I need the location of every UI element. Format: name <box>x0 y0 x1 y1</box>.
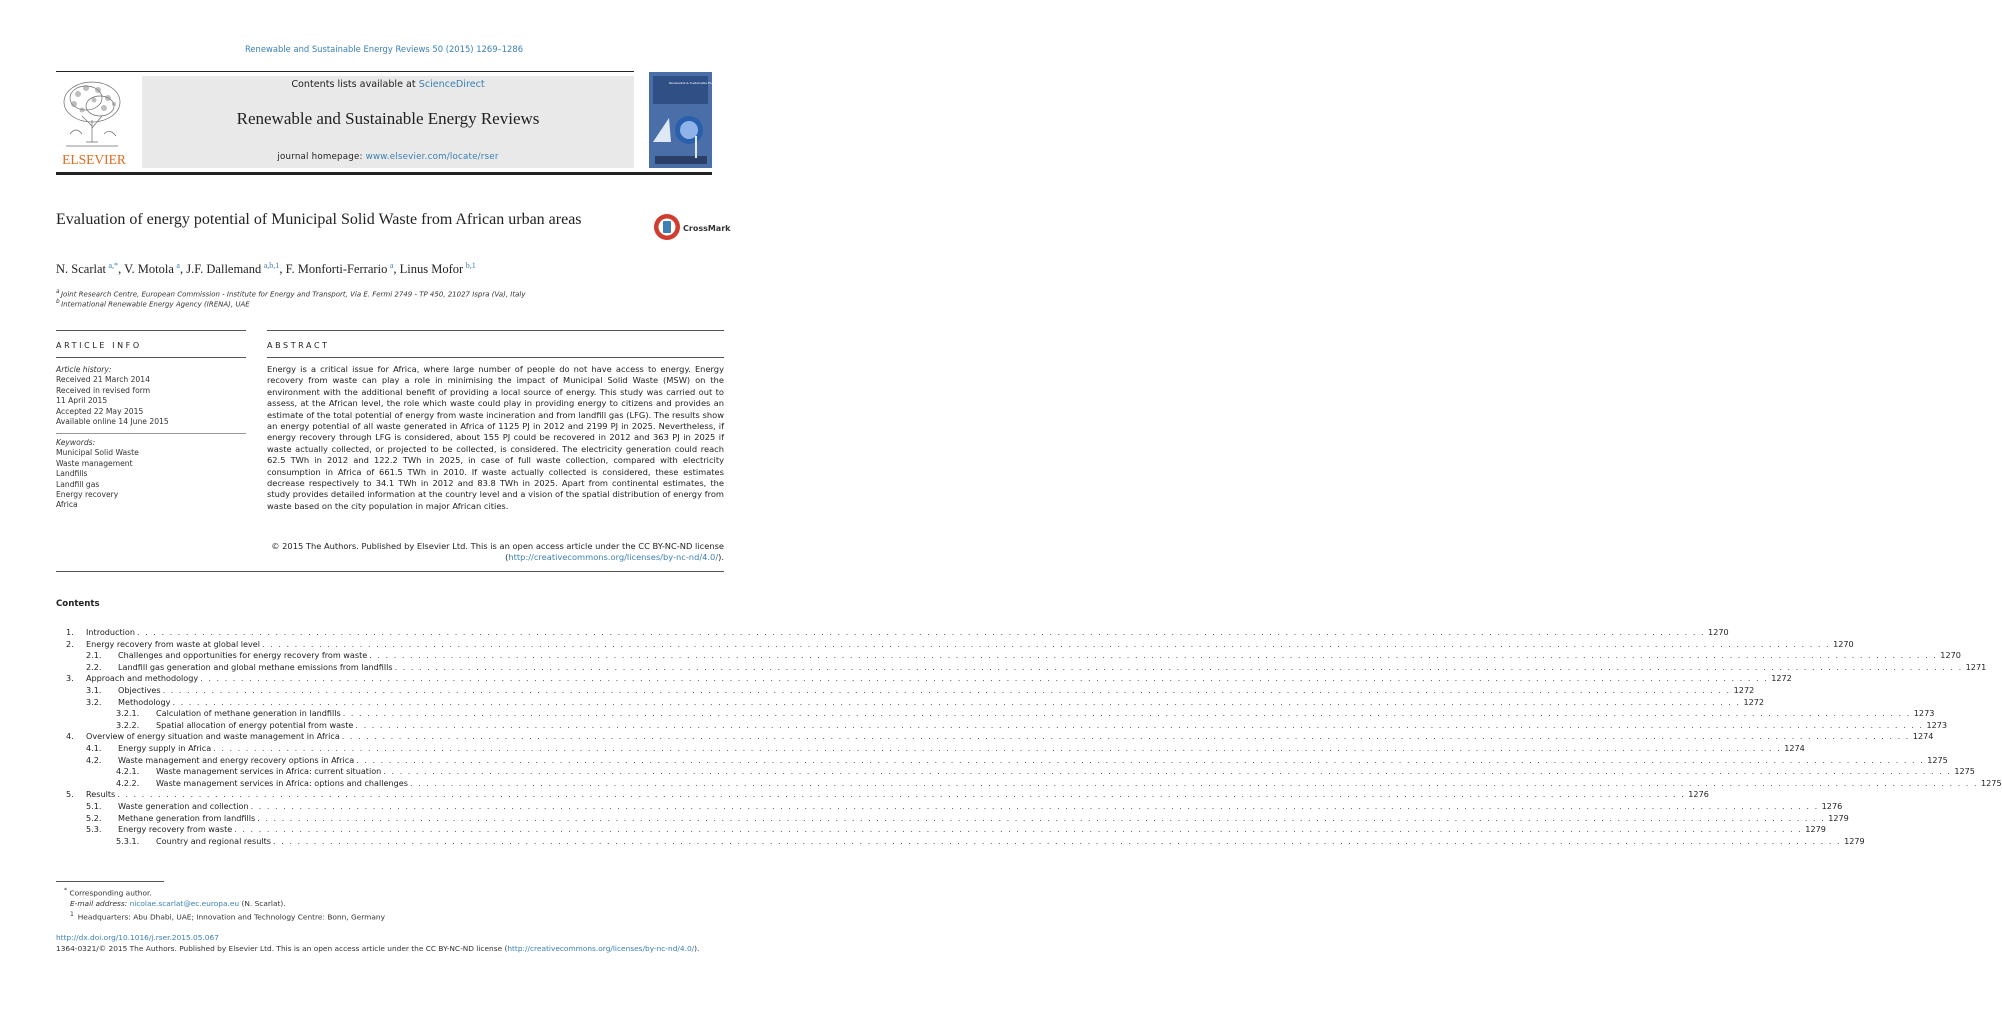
toc-leader-dots <box>234 824 1802 834</box>
toc-number: 5.3.1. <box>116 835 140 846</box>
toc-leader-dots <box>117 789 1685 799</box>
toc-entry[interactable] <box>56 638 1854 651</box>
history-item: Received 21 March 2014 <box>56 375 150 385</box>
issn-license-line <box>56 944 736 955</box>
header-top-rule <box>56 71 634 72</box>
issn-end: ). <box>694 943 700 953</box>
toc-page-number: 1272 <box>1733 684 1755 695</box>
toc-number: 3.2. <box>86 696 102 707</box>
author-affil-mark[interactable]: a,b,1 <box>263 261 280 270</box>
email-note <box>56 899 716 910</box>
article-doi-block <box>56 933 736 954</box>
keywords-rule <box>56 433 246 434</box>
history-item: 11 April 2015 <box>56 396 108 406</box>
license-text: © 2015 The Authors. Published by Elsevier Ltd. This is an open access article under the CC BY-NC-ND license ( <box>271 541 724 563</box>
keyword: Waste management <box>56 458 133 468</box>
toc-entry[interactable] <box>56 696 1765 709</box>
toc-number: 2.1. <box>86 650 102 661</box>
toc-number: 4.2.2. <box>116 777 140 788</box>
keyword: Landfills <box>56 469 88 479</box>
article-info-rule-top <box>56 330 246 331</box>
toc-number: 4.2. <box>86 754 102 765</box>
toc-page-number: 1275 <box>1927 754 1948 765</box>
toc-leader-dots <box>251 801 1819 811</box>
toc-number: 2. <box>66 638 74 649</box>
toc-page-number: 1276 <box>1688 789 1709 800</box>
elsevier-tree-icon <box>56 76 132 168</box>
author-name[interactable]: F. Monforti-Ferrario <box>285 262 388 277</box>
elsevier-logo <box>56 76 132 168</box>
crossmark-icon <box>653 212 731 242</box>
toc-leader-dots <box>172 697 1740 707</box>
doi-link[interactable]: http://dx.doi.org/10.1016/j.rser.2015.05.067 <box>56 933 219 942</box>
cover-art-icon <box>649 72 732 168</box>
toc-entry[interactable] <box>56 684 1755 697</box>
toc-page-number: 1270 <box>1708 627 1729 637</box>
toc-leader-dots <box>342 731 1910 741</box>
toc-leader-dots <box>200 673 1768 683</box>
contents-prefix: Contents lists available at <box>291 79 419 90</box>
article-info <box>56 365 246 427</box>
footnote-1-mark: 1 <box>70 910 74 918</box>
toc-title[interactable]: Overview of energy situation and waste management in Africa <box>86 731 340 742</box>
toc-title[interactable]: Energy recovery from waste <box>118 824 233 835</box>
toc-page-number: 1279 <box>1805 824 1826 835</box>
journal-cover-image <box>649 72 732 168</box>
toc-title[interactable]: Energy recovery from waste at global level <box>86 638 261 649</box>
footnote-1-text: Headquarters: Abu Dhabi, UAE; Innovation and Technology Centre: Bonn, Germany <box>77 912 385 922</box>
footnotes <box>56 886 716 923</box>
table-of-contents <box>56 627 2002 847</box>
toc-title[interactable]: Waste management services in Africa: options and challenges <box>156 777 408 788</box>
abstract-rule-top <box>267 330 724 331</box>
toc-number: 4.2.1. <box>116 766 140 777</box>
affiliation-b <box>56 299 716 308</box>
toc-number: 3.1. <box>86 684 102 695</box>
history-item: Accepted 22 May 2015 <box>56 406 144 416</box>
toc-number: 5.2. <box>86 812 102 823</box>
affiliation-mark: b <box>56 299 60 305</box>
license-end: ). <box>718 552 724 563</box>
keyword: Energy recovery <box>56 490 119 500</box>
issn-text: 1364-0321/© 2015 The Authors. Published by Elsevier Ltd. This is an open access article under the CC BY-NC-ND license ( <box>56 943 508 953</box>
toc-entry[interactable] <box>56 650 1961 662</box>
toc-entry[interactable] <box>56 800 1843 813</box>
toc-entry[interactable] <box>56 719 1948 732</box>
toc-page-number: 1271 <box>1965 661 1987 672</box>
sciencedirect-link[interactable]: ScienceDirect <box>418 79 485 90</box>
corresponding-note: * Corresponding author. <box>64 887 152 898</box>
toc-page-number: 1272 <box>1771 673 1792 684</box>
toc-title[interactable]: Calculation of methane generation in landfills <box>156 708 341 719</box>
affiliation-a <box>56 289 716 298</box>
affiliation-text: International Renewable Energy Agency (IRENA), UAE <box>61 300 250 309</box>
keywords-block <box>56 438 246 511</box>
journal-title: Renewable and Sustainable Energy Reviews <box>236 109 540 128</box>
toc-page-number: 1270 <box>1833 638 1854 649</box>
abstract-bottom-rule <box>56 571 724 572</box>
toc-title[interactable]: Country and regional results <box>156 835 272 846</box>
toc-page-number: 1270 <box>1940 650 1961 661</box>
affiliation-text: Joint Research Centre, European Commission - Institute for Energy and Transport, Via E. Fermi 2749 - TP 450, 21027 Ispra (Va), Italy <box>60 290 526 299</box>
cover-title: Renewable & Sustainable Energy Reviews <box>669 81 732 85</box>
toc-title[interactable]: Waste management services in Africa: current situation <box>156 766 382 777</box>
toc-page-number: 1275 <box>1981 777 2002 788</box>
toc-page-number: 1274 <box>1912 731 1934 742</box>
email-link[interactable]: nicolae.scarlat@ec.europa.eu <box>129 899 240 909</box>
toc-page-number: 1274 <box>1784 742 1805 753</box>
toc-title[interactable]: Waste management and energy recovery options in Africa <box>118 754 355 765</box>
footnote-1 <box>56 910 716 923</box>
author-affil-mark[interactable]: a <box>176 261 180 270</box>
toc-leader-dots <box>262 639 1830 649</box>
author-affil-mark[interactable]: a,* <box>108 261 119 270</box>
toc-page-number: 1273 <box>1913 708 1935 719</box>
toc-page-number: 1279 <box>1828 812 1849 823</box>
toc-number: 3. <box>66 673 74 684</box>
toc-title[interactable]: Methane generation from landfills <box>118 812 256 823</box>
affiliation-mark: a <box>56 289 60 295</box>
toc-number: 3.2.2. <box>116 719 140 730</box>
toc-entry[interactable] <box>56 777 2002 790</box>
toc-entry[interactable] <box>56 812 1849 825</box>
toc-number: 4. <box>66 731 74 742</box>
toc-number: 5.1. <box>86 800 102 811</box>
footnote-rule <box>56 881 164 882</box>
license-link[interactable]: http://creativecommons.org/licenses/by-nc-nd/4.0/ <box>508 552 719 563</box>
toc-entry[interactable] <box>56 708 1935 720</box>
journal-homepage <box>142 152 634 162</box>
history-label: Article history: <box>56 365 112 374</box>
toc-title[interactable]: Introduction <box>86 627 136 637</box>
toc-number: 2.2. <box>86 661 102 672</box>
toc-title[interactable]: Landfill gas generation and global methane emissions from landfills <box>118 661 393 672</box>
toc-leader-dots <box>343 708 1911 718</box>
crossmark-badge[interactable] <box>653 212 731 242</box>
toc-leader-dots <box>410 778 1978 788</box>
toc-title[interactable]: Spatial allocation of energy potential from waste <box>156 719 354 730</box>
toc-leader-dots <box>273 836 1841 846</box>
journal-citation[interactable]: Renewable and Sustainable Energy Reviews 50 (2015) 1269–1286 <box>244 44 524 54</box>
corresponding-text: Corresponding author. <box>69 888 152 898</box>
header-bottom-rule <box>56 172 712 175</box>
toc-entry[interactable] <box>56 731 1934 743</box>
crossmark-label: CrossMark <box>683 224 731 233</box>
author-name[interactable]: N. Scarlat <box>56 262 106 277</box>
toc-leader-dots <box>213 743 1781 753</box>
contents-heading: Contents <box>56 599 100 609</box>
toc-entry[interactable] <box>56 754 1948 767</box>
abstract-license <box>267 541 724 564</box>
homepage-label: journal homepage: <box>277 152 366 162</box>
toc-leader-dots <box>163 685 1731 695</box>
abstract-heading: ABSTRACT <box>267 341 330 350</box>
toc-page-number: 1276 <box>1821 800 1843 811</box>
toc-page-number: 1279 <box>1844 835 1865 846</box>
toc-page-number: 1272 <box>1743 696 1765 707</box>
toc-leader-dots <box>395 662 1963 672</box>
abstract-rule <box>267 357 724 358</box>
toc-leader-dots <box>369 650 1937 660</box>
contents-availability <box>142 79 634 90</box>
toc-number: 5.3. <box>86 824 102 835</box>
toc-title[interactable]: Waste generation and collection <box>118 800 249 811</box>
keyword: Municipal Solid Waste <box>56 448 139 458</box>
author-name[interactable]: Linus Mofor <box>399 262 464 277</box>
toc-entry[interactable] <box>56 742 1805 755</box>
keyword: Africa <box>56 500 78 510</box>
toc-number: 3.2.1. <box>116 708 140 719</box>
toc-title[interactable]: Objectives <box>118 684 161 695</box>
author-affil-mark[interactable]: b,1 <box>465 261 476 270</box>
toc-entry[interactable] <box>56 766 1975 778</box>
email-label: E-mail address: <box>70 899 130 909</box>
toc-entry[interactable] <box>56 789 1709 801</box>
article-info-heading: ARTICLE INFO <box>56 341 142 350</box>
keywords-label: Keywords: <box>56 438 96 447</box>
toc-leader-dots <box>257 813 1825 823</box>
author-affil-mark[interactable]: a <box>389 261 394 270</box>
toc-leader-dots <box>356 755 1924 765</box>
email-suffix: (N. Scarlat). <box>239 899 286 909</box>
toc-entry[interactable] <box>56 627 1729 639</box>
author-name[interactable]: J.F. Dallemand <box>186 262 262 277</box>
publisher-name: ELSEVIER <box>62 152 126 167</box>
toc-number: 4.1. <box>86 742 102 753</box>
toc-page-number: 1275 <box>1954 766 1975 777</box>
toc-number: 1. <box>66 627 74 637</box>
toc-number: 5. <box>66 789 74 800</box>
history-item: Received in revised form <box>56 385 151 395</box>
author-list: N. Scarlat $^{a,*}$, V. Motola $^a$, J.F. Dallemand $^{a,b,1}$, F. Monforti-Ferrario $^a$, Linus Mofor $^{b,1}$ <box>56 261 476 277</box>
history-item: Available online 14 June 2015 <box>56 417 169 427</box>
toc-entry[interactable] <box>56 673 1792 685</box>
toc-title[interactable]: Results <box>86 789 116 800</box>
toc-entry[interactable] <box>56 661 1987 674</box>
homepage-link[interactable]: www.elsevier.com/locate/rser <box>365 152 499 162</box>
toc-entry[interactable] <box>56 824 1826 836</box>
toc-title[interactable]: Approach and methodology <box>86 673 199 684</box>
article-title: Evaluation of energy potential of Municipal Solid Waste from African urban areas <box>56 211 582 228</box>
keyword: Landfill gas <box>56 479 100 489</box>
toc-leader-dots <box>137 627 1705 637</box>
abstract-text: Energy is a critical issue for Africa, where large number of people do not have access to energy. Energy recovery from waste can play a role in minimising the impact of Municipal Solid Waste (MSW) on the environment with the additional benefit of providing a local source of energy. This study was carried out to assess, at the African level, the role which waste could play in providing energy to citizens and provides an estimate of the total potential of energy from waste incineration and from landfill gas (LFG). The results show an energy potential of all waste generated in Africa of 1125 PJ in 2012 and 2199 PJ in 2025. Nevertheless, if energy recovery through LFG is considered, about 155 PJ could be recovered in 2012 and 363 PJ in 2025 if waste actually collected, or projected to be collected, is considered. The electricity generation could reach 62.5 TWh in 2012 and 122.2 TWh in 2025, in case of full waste collection, compared with electricity consumption in Africa of 661.5 TWh in 2010. If waste actually collected is considered, these estimates decrease respectively to 34.1 TWh in 2012 and 83.8 TWh in 2025. Apart from continental estimates, the study provides detailed information at the country level and a vision of the spatial distribution of energy from waste based on the city population in major African cities. <box>267 364 724 511</box>
toc-leader-dots <box>355 720 1923 730</box>
toc-leader-dots <box>383 766 1951 776</box>
toc-page-number: 1273 <box>1926 719 1948 730</box>
toc-title[interactable]: Methodology <box>118 696 171 707</box>
author-name[interactable]: V. Motola <box>124 262 174 277</box>
toc-title[interactable]: Energy supply in Africa <box>118 742 212 753</box>
toc-entry[interactable] <box>56 835 1865 848</box>
issn-license-link[interactable]: http://creativecommons.org/licenses/by-nc-nd/4.0/ <box>507 943 695 953</box>
toc-title[interactable]: Challenges and opportunities for energy recovery from waste <box>118 650 368 661</box>
article-info-rule <box>56 357 246 358</box>
